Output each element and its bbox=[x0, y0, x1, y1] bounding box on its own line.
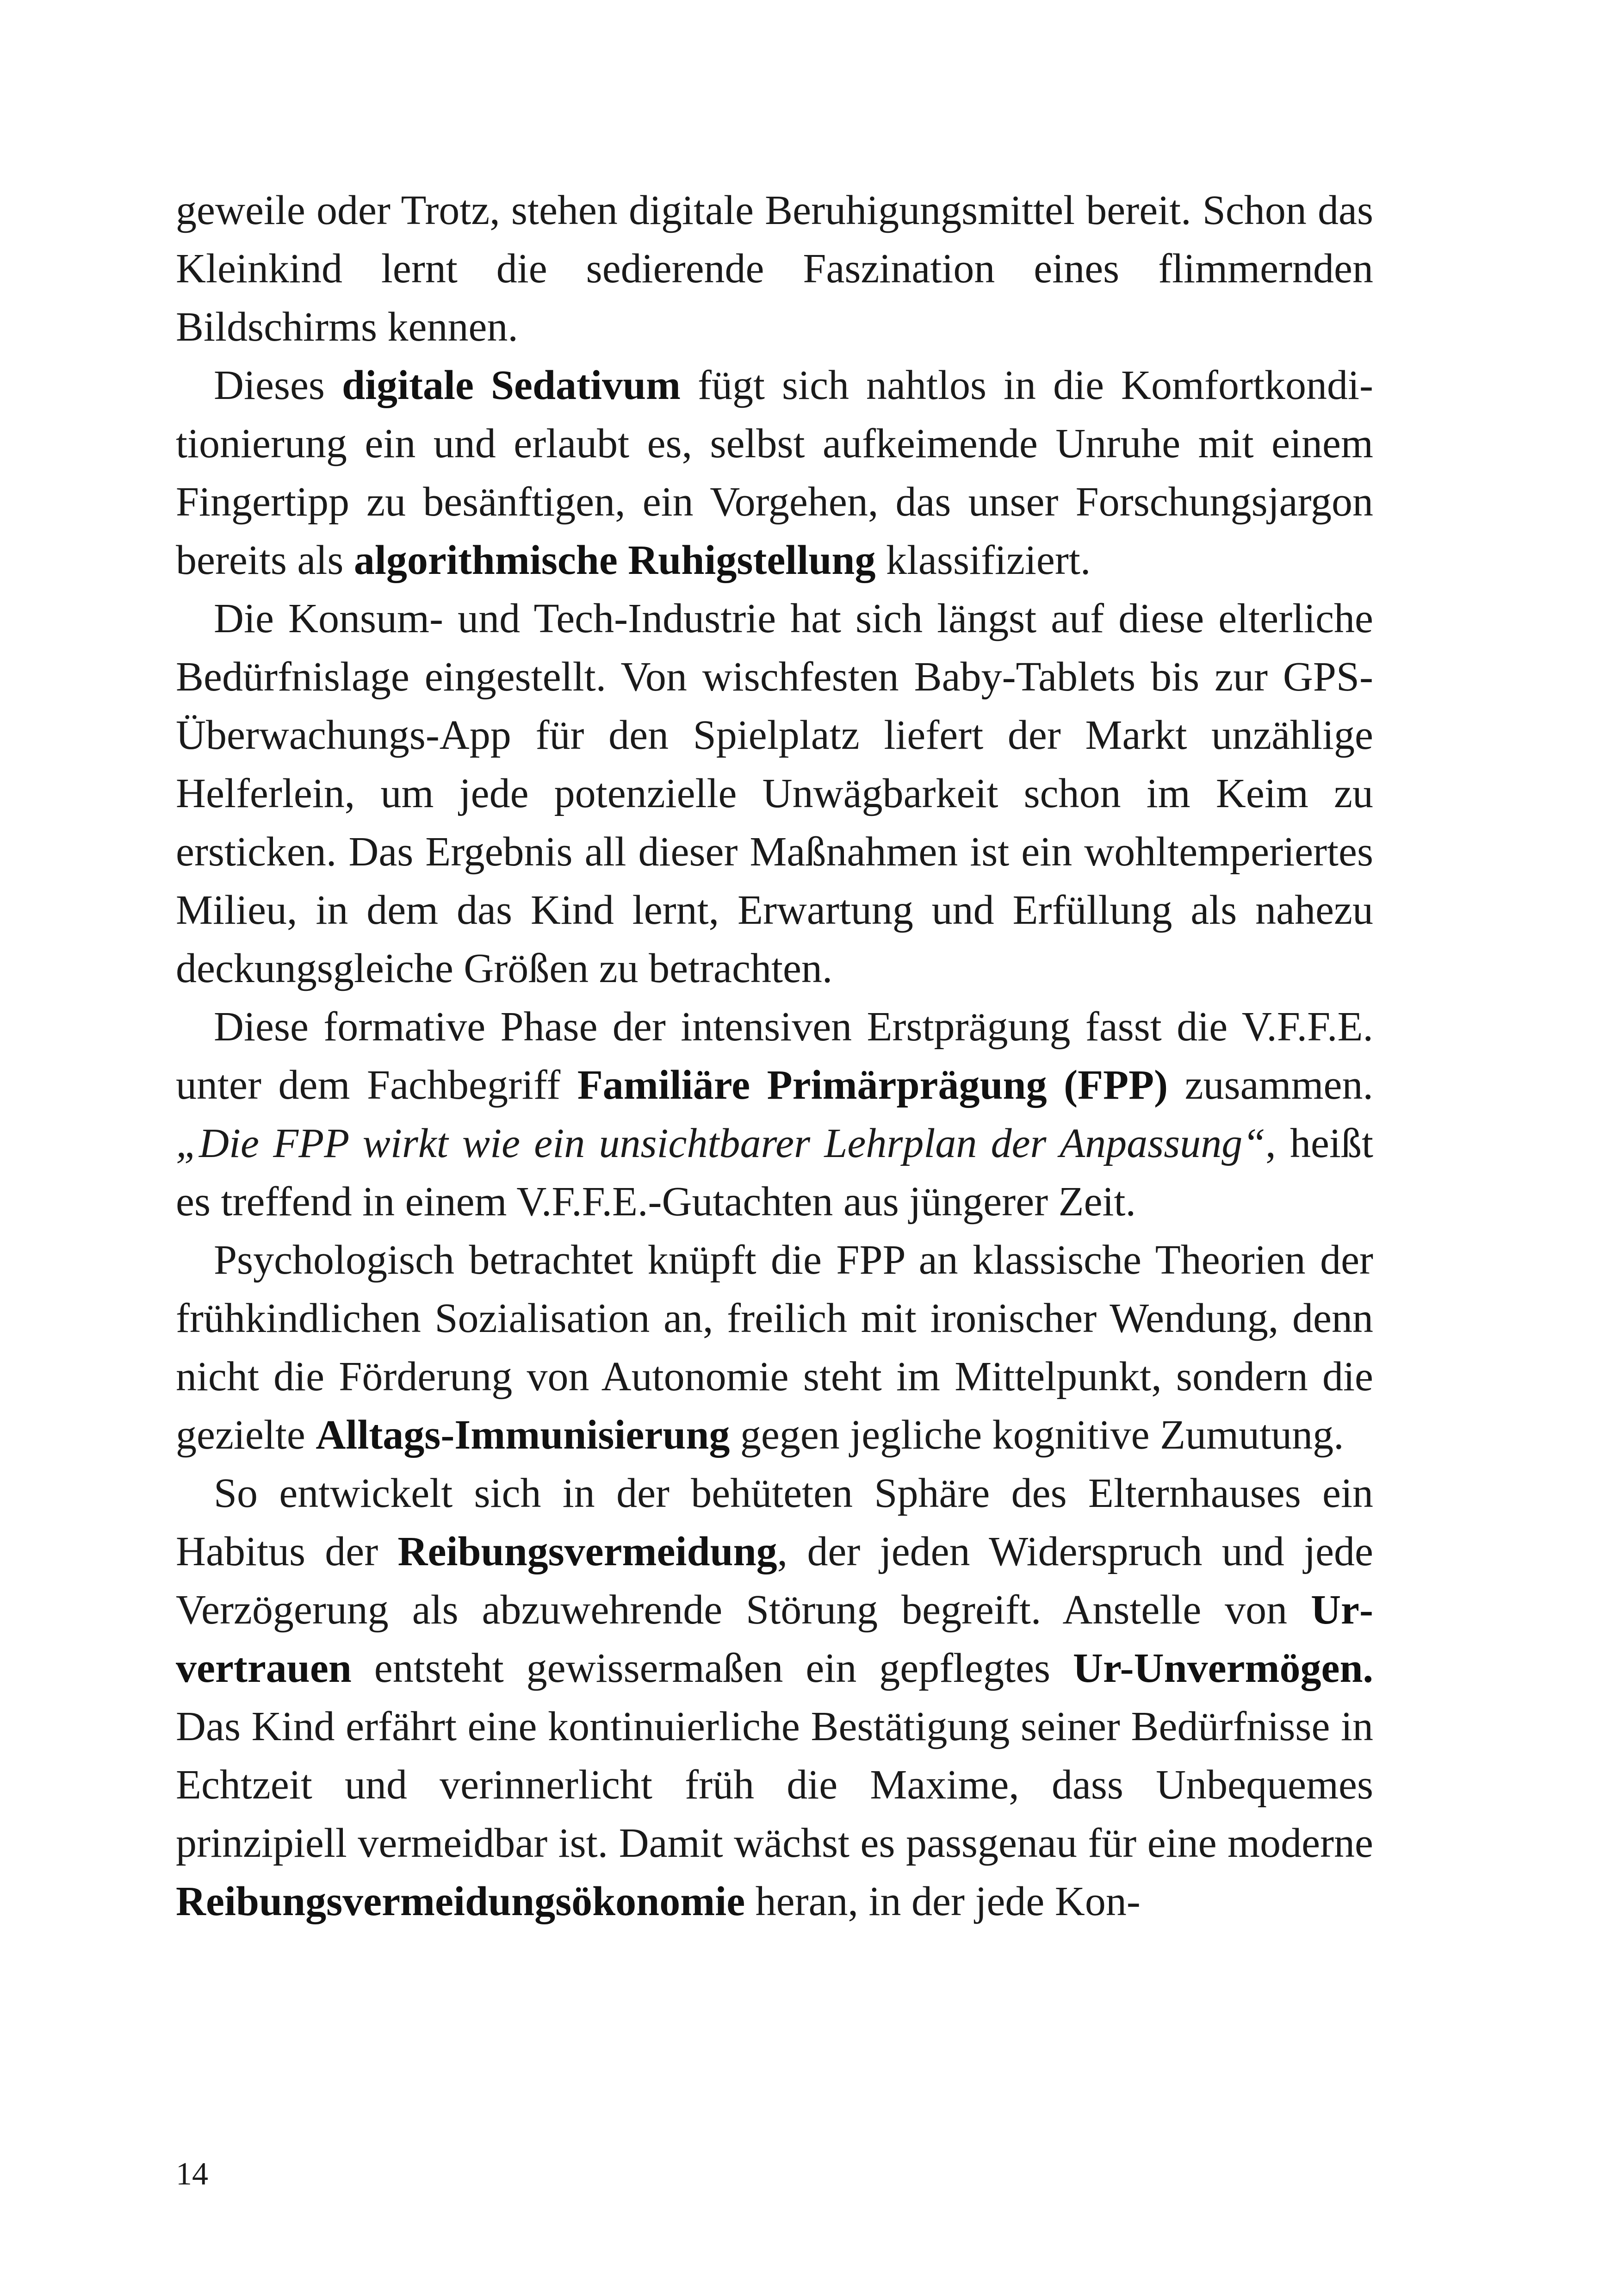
text-run: geweile oder Trotz, stehen digitale Beruhigungsmittel bereit. Schon das Kleinkind lernt die sedierende Faszination eines flimmernden Bildschirms kennen. bbox=[176, 187, 1373, 350]
bold-term: Familiäre Primärprägung (FPP) bbox=[577, 1062, 1168, 1108]
bold-term: digitale Sedativum bbox=[341, 362, 681, 408]
bold-term: Urvertrauen bbox=[176, 1587, 1373, 1691]
book-page-body bbox=[176, 181, 1373, 1931]
bold-term: Reibungsvermeidungsökonomie bbox=[176, 1879, 745, 1924]
paragraph-1 bbox=[176, 181, 1373, 356]
text-run: Psychologisch betrachtet knüpft die FPP an klassische Theorien der frühkindlichen Sozialisation an, freilich mit ironischer Wendung, denn nicht die Förderung von Autonomie steht im Mittelpunkt, sondern die gezielte bbox=[176, 1237, 1373, 1458]
paragraph-6 bbox=[176, 1464, 1373, 1931]
page-number: 14 bbox=[176, 2156, 208, 2192]
text-run: zusammen. bbox=[1168, 1062, 1374, 1108]
bold-term: algorithmische Ruhigstellung bbox=[353, 537, 876, 583]
bold-term: Reibungsvermeidung bbox=[397, 1529, 777, 1574]
text-run: entsteht gewissermaßen ein gepflegtes bbox=[351, 1645, 1073, 1691]
text-run: heran, in der jede Kon- bbox=[745, 1879, 1141, 1924]
paragraph-2 bbox=[176, 356, 1373, 590]
text-run: Die Konsum- und Tech-Industrie hat sich längst auf diese elterliche Bedürfnislage eingestellt. Von wischfesten Baby-Tablets bis zur GPS-Überwachungs-App für den Spielplatz liefert der Markt unzählige Helferlein, um jede potenzielle Unwägbarkeit schon im Keim zu ersticken. Das Ergebnis all dieser Maßnahmen ist ein wohltemperiertes Milieu, in dem das Kind lernt, Erwartung und Erfüllung als nahezu deckungsgleiche Größen zu betrachten. bbox=[176, 596, 1373, 991]
text-run: , der jeden Widerspruch und jede Verzögerung als abzuwehrende Störung begreift. Anstelle von bbox=[176, 1529, 1373, 1633]
paragraph-5 bbox=[176, 1231, 1373, 1464]
text-run: So entwickelt sich in der behüteten Sphäre des Elternhauses ein Habitus der bbox=[176, 1470, 1373, 1574]
text-run: Diese formative Phase der intensiven Erstprägung fasst die V.F.F.E. unter dem Fachbegriff bbox=[176, 1004, 1373, 1108]
text-run: gegen jegliche kognitive Zumutung. bbox=[730, 1412, 1344, 1458]
bold-term: Ur-Unvermögen. bbox=[1073, 1645, 1373, 1691]
text-run: Dieses bbox=[214, 362, 342, 408]
text-run: Das Kind erfährt eine kontinuierliche Bestätigung seiner Bedürfnisse in Echtzeit und verinnerlicht früh die Maxime, dass Unbequemes prinzipiell vermeidbar ist. Damit wächst es passgenau für eine moderne bbox=[176, 1704, 1373, 1866]
bold-term: Alltags-Immunisierung bbox=[316, 1412, 730, 1458]
text-run: klassifiziert. bbox=[875, 537, 1091, 583]
text-run: , heißt es treffend in einem V.F.F.E.-Gutachten aus jüngerer Zeit. bbox=[176, 1120, 1373, 1225]
paragraph-4 bbox=[176, 998, 1373, 1231]
text-run: fügt sich nahtlos in die Komfortkonditionierung ein und erlaubt es, selbst aufkeimende Unruhe mit einem Fingertipp zu besänftigen, ein Vorgehen, das unser Forschungsjargon bereits als bbox=[176, 362, 1373, 583]
paragraph-3 bbox=[176, 590, 1373, 998]
italic-quote: „Die FPP wirkt wie ein unsichtbarer Lehrplan der Anpassung“ bbox=[176, 1120, 1266, 1166]
